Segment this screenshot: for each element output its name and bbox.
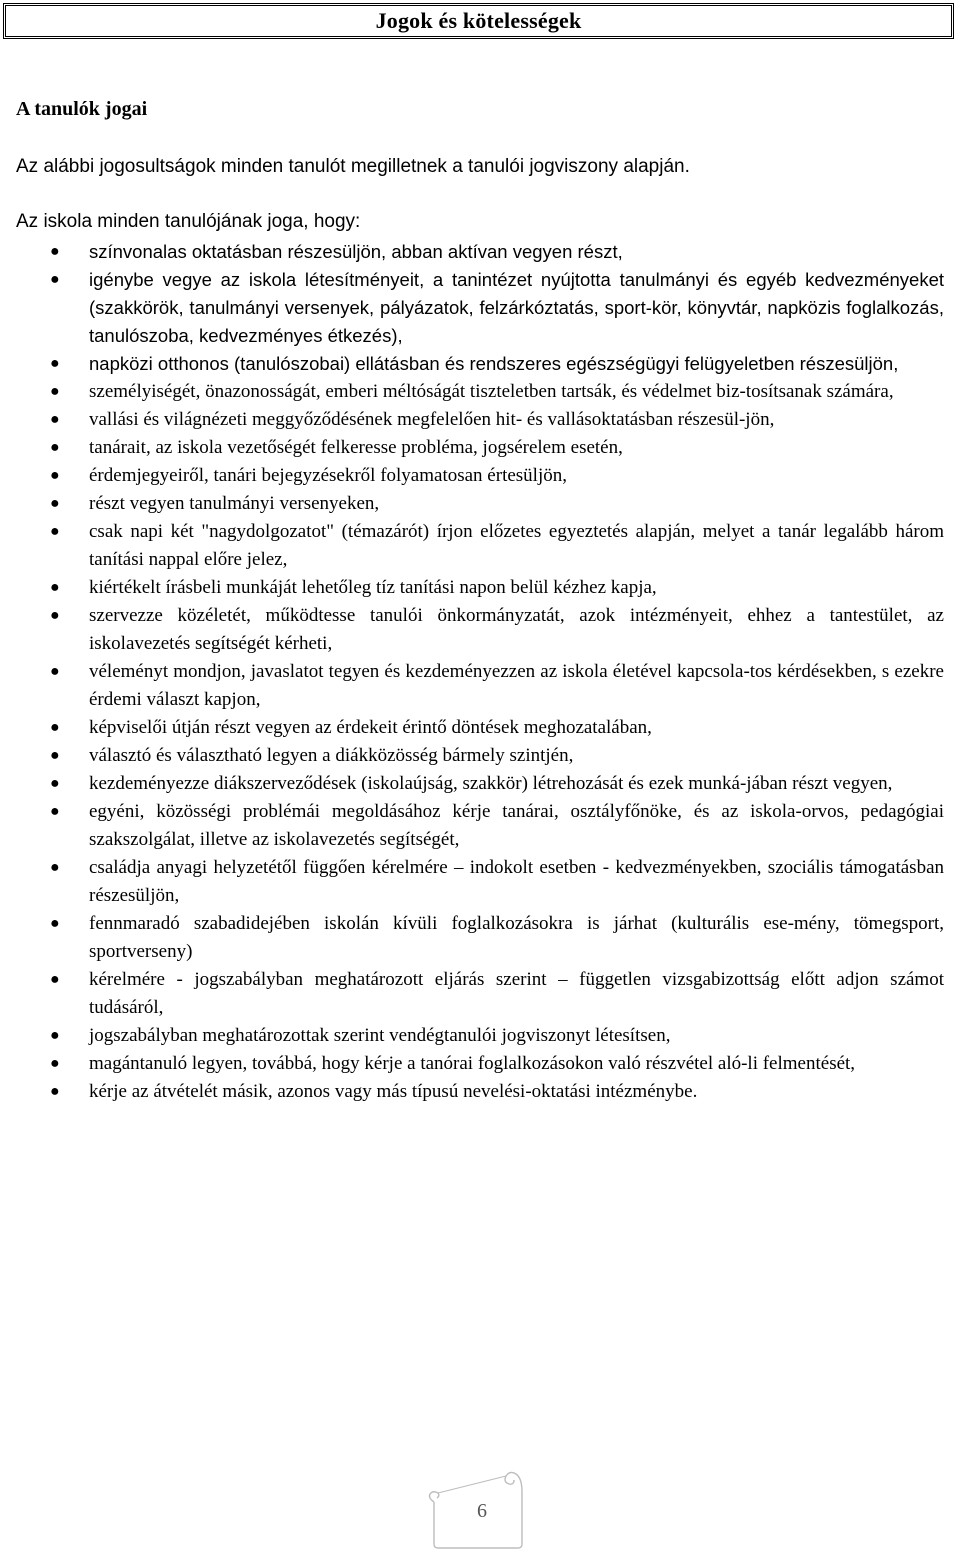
list-item (0, 266, 944, 350)
list-item-text: személyiségét, önazonosságát, emberi méltóságát tiszteletben tartsák, és védelmet biz-tosítsanak számára, (89, 381, 894, 402)
lead-paragraph: Az iskola minden tanulójának joga, hogy: (16, 211, 361, 232)
list-item-text: családja anyagi helyzetétől függően kérelmére – indokolt esetben - kedvezményekben, szociális támogatásban részesüljön, (89, 857, 944, 906)
bullet-icon: ● (50, 607, 60, 624)
list-item-text: színvonalas oktatásban részesüljön, abban aktívan vegyen részt, (89, 241, 623, 262)
bullet-icon: ● (50, 663, 60, 680)
bullet-icon: ● (50, 271, 60, 288)
list-item-text: magántanuló legyen, továbbá, hogy kérje a tanórai foglalkozásokon való részvétel aló-li felmentését, (89, 1053, 856, 1074)
list-item-text: kezdeményezze diákszerveződések (iskolaújság, szakkör) létrehozását és ezek munká-jában részt vegyen, (89, 773, 893, 794)
list-item-text: érdemjegyeiről, tanári bejegyzésekről folyamatosan értesüljön, (89, 465, 567, 486)
rights-list (0, 238, 960, 1106)
bullet-icon: ● (50, 803, 60, 820)
list-item-text: választó és választható legyen a diákközösség bármely szintjén, (89, 745, 574, 766)
list-item (0, 910, 944, 966)
list-item-text: csak napi két "nagydolgozatot" (témazárót) írjon előzetes egyeztetés alapján, melyet a tanár legalább három tanítási nappal előre jelez, (89, 521, 944, 570)
page-number: 6 (477, 1500, 487, 1522)
list-item-text: igénybe vegye az iskola létesítményeit, a tanintézet nyújtotta tanulmányi és egyéb kedvezményeket (szakkörök, tanulmányi versenyek, pályázatok, felzárkóztatás, sport-kör, könyvtár, napközis foglalkozás, tanulószoba, kedvezményes étkezés), (89, 269, 944, 346)
list-item-text: képviselői útján részt vegyen az érdekeit érintő döntések meghozatalában, (89, 717, 652, 738)
list-item-text: napközi otthonos (tanulószobai) ellátásban és rendszeres egészségügyi felügyeletben részesüljön, (89, 353, 899, 374)
list-item-text: tanárait, az iskola vezetőségét felkeresse probléma, jogsérelem esetén, (89, 437, 623, 458)
bullet-icon: ● (50, 1083, 60, 1100)
list-item (0, 490, 944, 518)
list-item-text: vallási és világnézeti meggyőződésének megfelelően hit- és vallásoktatásban részesül-jön, (89, 409, 775, 430)
intro-paragraph: Az alábbi jogosultságok minden tanulót megilletnek a tanulói jogviszony alapján. (16, 156, 690, 177)
list-item (0, 518, 944, 574)
list-item-text: kiértékelt írásbeli munkáját lehetőleg tíz tanítási napon belül kézhez kapja, (89, 577, 657, 598)
bullet-icon: ● (50, 383, 60, 400)
page-title: Jogok és kötelességek (375, 8, 582, 33)
list-item-text: kérelmére - jogszabályban meghatározott eljárás szerint – független vizsgabizottság előtt adjon számot tudásáról, (89, 969, 944, 1018)
bullet-icon: ● (50, 495, 60, 512)
list-item (0, 770, 944, 798)
list-item (0, 350, 944, 378)
bullet-icon: ● (50, 243, 60, 260)
list-item-text: kérje az átvételét másik, azonos vagy más típusú nevelési-oktatási intézménybe. (89, 1081, 698, 1102)
bullet-icon: ● (50, 859, 60, 876)
bullet-icon: ● (50, 439, 60, 456)
list-item (0, 1022, 944, 1050)
bullet-icon: ● (50, 775, 60, 792)
list-item-text: egyéni, közösségi problémái megoldásához kérje tanárai, osztályfőnöke, és az iskola-orvos, pedagógiai szakszolgálat, illetve az iskolavezetés segítségét, (89, 801, 944, 850)
bullet-icon: ● (50, 1027, 60, 1044)
list-item-text: fennmaradó szabadidejében iskolán kívüli foglalkozásokra is járhat (kulturális ese-mény, tömegsport, sportverseny) (89, 913, 944, 962)
section-title: A tanulók jogai (16, 98, 148, 120)
list-item-text: szervezze közéletét, működtesse tanulói önkormányzatát, azok intézményeit, ehhez a tantestület, az iskolavezetés segítségét kérheti, (89, 605, 944, 654)
list-item (0, 798, 944, 854)
list-item (0, 1078, 944, 1106)
list-item (0, 462, 944, 490)
bullet-icon: ● (50, 747, 60, 764)
list-item-text: jogszabályban meghatározottak szerint vendégtanulói jogviszonyt létesítsen, (89, 1025, 671, 1046)
list-item-text: részt vegyen tanulmányi versenyeken, (89, 493, 380, 514)
list-item (0, 434, 944, 462)
bullet-icon: ● (50, 971, 60, 988)
header-box (3, 3, 954, 39)
list-item (0, 1050, 944, 1078)
bullet-icon: ● (50, 719, 60, 736)
list-item (0, 378, 944, 406)
page-footer (420, 1466, 542, 1550)
list-item (0, 714, 944, 742)
list-item (0, 574, 944, 602)
list-item (0, 742, 944, 770)
bullet-icon: ● (50, 523, 60, 540)
bullet-icon: ● (50, 915, 60, 932)
list-item (0, 854, 944, 910)
list-item (0, 658, 944, 714)
bullet-icon: ● (50, 355, 60, 372)
list-item (0, 238, 944, 266)
bullet-icon: ● (50, 467, 60, 484)
bullet-icon: ● (50, 579, 60, 596)
list-item-text: véleményt mondjon, javaslatot tegyen és kezdeményezzen az iskola életével kapcsola-tos kérdésekben, s ezekre érdemi választ kapjon, (89, 661, 944, 710)
list-item (0, 966, 944, 1022)
list-item (0, 602, 944, 658)
list-item (0, 406, 944, 434)
bullet-icon: ● (50, 411, 60, 428)
bullet-icon: ● (50, 1055, 60, 1072)
